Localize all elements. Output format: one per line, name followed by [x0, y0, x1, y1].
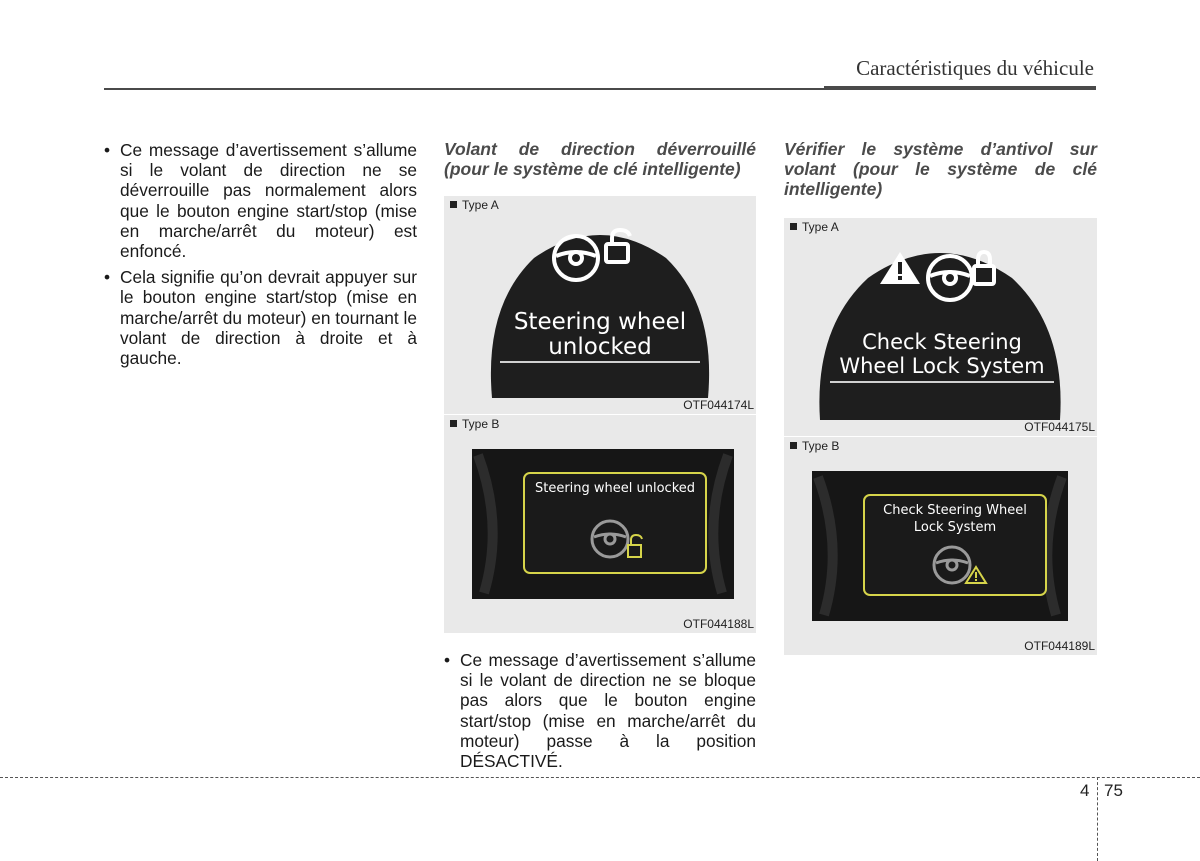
heading-line: intelligente)	[784, 179, 883, 199]
figure-check-lock-type-a	[784, 218, 1097, 436]
heading-line: volant (pour le système de clé	[784, 159, 1097, 179]
figure-check-lock-type-b	[784, 437, 1097, 655]
chapter-number: 4	[1080, 781, 1090, 800]
cluster-display-type-a	[784, 218, 1097, 436]
screen-text-line1: Steering wheel	[513, 309, 687, 335]
column2-bullets	[444, 650, 756, 777]
column1-bullets	[104, 140, 417, 374]
figure-type-label: Type A	[450, 198, 499, 212]
screen-text-line1: Check Steering	[862, 330, 1022, 354]
figure-unlocked-type-b	[444, 415, 756, 633]
heading-line: (pour le système de clé intelligente)	[444, 159, 741, 179]
figure-code: OTF044175L	[1024, 420, 1095, 434]
bullet-item: • Ce message d’avertissement s’allume si le volant de direction ne se bloque pas alors que le bouton engine start/stop (mise en marche/arrêt du moteur) passe à la position DÉSACTIVÉ.	[444, 650, 756, 771]
bullet-item: • Cela signifie qu’on devrait appuyer sur le bouton engine start/stop (mise en marche/arrêt du moteur) en tournant le volant de direction à droite et à gauche.	[104, 267, 417, 368]
heading-line: Vérifier le système d’antivol sur	[784, 139, 1097, 159]
screen-text: Steering wheel unlocked	[534, 481, 696, 496]
footer-rule	[0, 777, 1200, 778]
screen-text-line2: unlocked	[548, 334, 652, 360]
header-rule-accent	[824, 86, 1096, 90]
figure-type-label: Type B	[450, 417, 499, 431]
section-heading-check-lock	[784, 139, 1097, 199]
figure-code: OTF044174L	[683, 398, 754, 412]
figure-unlocked-type-a	[444, 196, 756, 414]
figure-type-label: Type B	[790, 439, 839, 453]
figure-code: OTF044188L	[683, 617, 754, 631]
footer-vertical-rule	[1097, 777, 1098, 861]
screen-text-line1: Check Steering Wheel	[883, 503, 1027, 518]
figure-code: OTF044189L	[1024, 639, 1095, 653]
screen-text-line2: Lock System	[913, 520, 997, 535]
screen-text-line2: Wheel Lock System	[839, 354, 1045, 378]
figure-type-label: Type A	[790, 220, 839, 234]
cluster-display-type-b	[444, 415, 756, 633]
section-heading-unlocked	[444, 139, 756, 179]
heading-line: Volant de direction déverrouillé	[444, 139, 756, 159]
page-number: 75	[1104, 781, 1123, 800]
bullet-item: • Ce message d’avertissement s’allume si le volant de direction ne se déverrouille pas normalement alors que le bouton engine start/stop (mise en marche/arrêt du moteur) est enfoncé.	[104, 140, 417, 261]
page-header-title: Caractéristiques du véhicule	[856, 56, 1094, 80]
cluster-display-type-a	[444, 196, 756, 414]
cluster-display-type-b	[784, 437, 1097, 655]
